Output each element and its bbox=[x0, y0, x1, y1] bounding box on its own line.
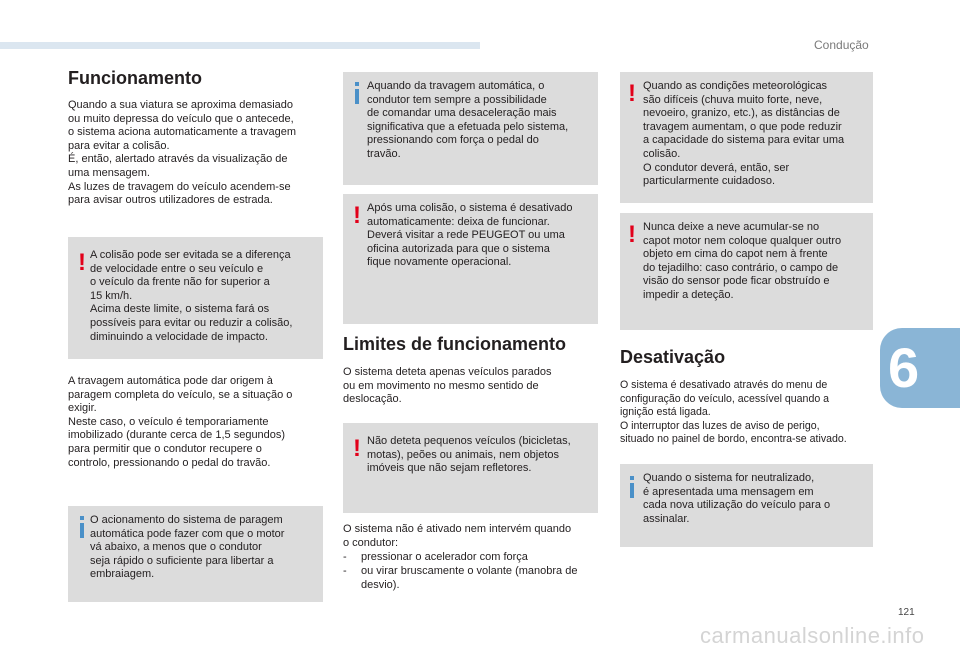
watermark: carmanualsonline.info bbox=[700, 623, 925, 648]
info-box-engine bbox=[68, 506, 323, 602]
list-dash: - bbox=[343, 565, 347, 577]
warning-text: Após uma colisão, o sistema é desativado automaticamente: deixa de funcionar. Deverá visitar a rede PEUGEOT ou uma oficina autorizada para que o sistema fique novamente operacional. bbox=[367, 202, 573, 269]
warning-exclamation-icon: ! bbox=[353, 202, 361, 229]
warning-box-snow bbox=[620, 213, 873, 330]
info-i-icon bbox=[80, 516, 84, 538]
body-paragraph-detects: O sistema deteta apenas veículos parados ou em movimento no mesmo sentido de deslocação. bbox=[343, 366, 552, 406]
info-i-icon bbox=[630, 476, 634, 498]
warning-box-small-vehicles bbox=[343, 423, 598, 513]
body-paragraph-not-activated: O sistema não é ativado nem intervém quando o condutor: bbox=[343, 523, 572, 549]
warning-box-speed bbox=[68, 237, 323, 359]
warning-box-weather bbox=[620, 72, 873, 203]
warning-text: Não deteta pequenos veículos (bicicletas, motas), peões ou animais, nem objetos imóveis que não sejam refletores. bbox=[367, 435, 571, 475]
info-i-icon bbox=[355, 82, 359, 104]
section-title: Condução bbox=[814, 38, 869, 52]
heading-desativacao: Desativação bbox=[620, 347, 726, 367]
info-box-neutralized bbox=[620, 464, 873, 547]
list-dash: - bbox=[343, 551, 347, 563]
warning-text: Quando as condições meteorológicas são difíceis (chuva muito forte, neve, nevoeiro, granizo, etc.), as distâncias de travagem aumentam, o que pode reduzir a capacidade do sistema para evitar uma colisão. O condutor deverá, então, ser particularmente cuidadoso. bbox=[643, 80, 845, 188]
list-item: pressionar o acelerador com força bbox=[361, 551, 528, 563]
warning-exclamation-icon: ! bbox=[353, 435, 361, 462]
info-text: O acionamento do sistema de paragem automática pode fazer com que o motor vá abaixo, a menos que o condutor seja rápido o suficiente para libertar a embraiagem. bbox=[90, 514, 285, 581]
body-paragraph-stop: A travagem automática pode dar origem à paragem completa do veículo, se a situação o exigir. Neste caso, o veículo é temporariamente imobilizado (durante cerca de 1,5 segundos) para permitir que o condutor recupere o controlo, pressionando o pedal do travão. bbox=[68, 375, 293, 469]
heading-funcionamento: Funcionamento bbox=[68, 68, 202, 88]
info-text: Quando o sistema for neutralizado, é apresentada uma mensagem em cada nova utilização do veículo para o assinalar. bbox=[643, 472, 831, 525]
warning-box-collision bbox=[343, 194, 598, 324]
warning-text: Nunca deixe a neve acumular-se no capot motor nem coloque qualquer outro objeto em cima do capot nem à frente do tejadilho: caso contrário, o campo de visão do sensor pode ficar obstruído e impedir a deteção. bbox=[643, 221, 842, 301]
info-text: Aquando da travagem automática, o condutor tem sempre a possibilidade de comandar uma desaceleração mais significativa que a efetuada pelo sistema, pressionando com força o pedal do travão. bbox=[367, 80, 569, 160]
header-accent-bar bbox=[0, 42, 480, 49]
warning-text: A colisão pode ser evitada se a diferença de velocidade entre o seu veículo e o veículo da frente não for superior a 15 km/h. Acima deste limite, o sistema fará os possíveis para evitar ou reduzir a colisão, diminuindo a velocidade de impacto. bbox=[90, 249, 293, 343]
warning-exclamation-icon: ! bbox=[628, 221, 636, 248]
chapter-number: 6 bbox=[888, 336, 920, 399]
info-box-deceleration bbox=[343, 72, 598, 185]
warning-exclamation-icon: ! bbox=[628, 80, 636, 107]
body-paragraph-deactivation: O sistema é desativado através do menu de configuração do veículo, acessível quando a ignição está ligada. O interruptor das luzes de aviso de perigo, situado no painel de bordo, encontra-se ativado. bbox=[620, 379, 847, 446]
heading-limites: Limites de funcionamento bbox=[343, 334, 567, 354]
page-number: 121 bbox=[898, 607, 915, 618]
intro-paragraph: Quando a sua viatura se aproxima demasiado ou muito depressa do veículo que o antecede, o sistema aciona automaticamente a travagem para evitar a colisão. É, então, alertado através da visualização de uma mensagem. As luzes de travagem do veículo acendem-se para avisar outros utilizadores de estrada. bbox=[68, 99, 297, 207]
warning-exclamation-icon: ! bbox=[78, 249, 86, 276]
list-item: ou virar bruscamente o volante (manobra de desvio). bbox=[361, 565, 578, 591]
